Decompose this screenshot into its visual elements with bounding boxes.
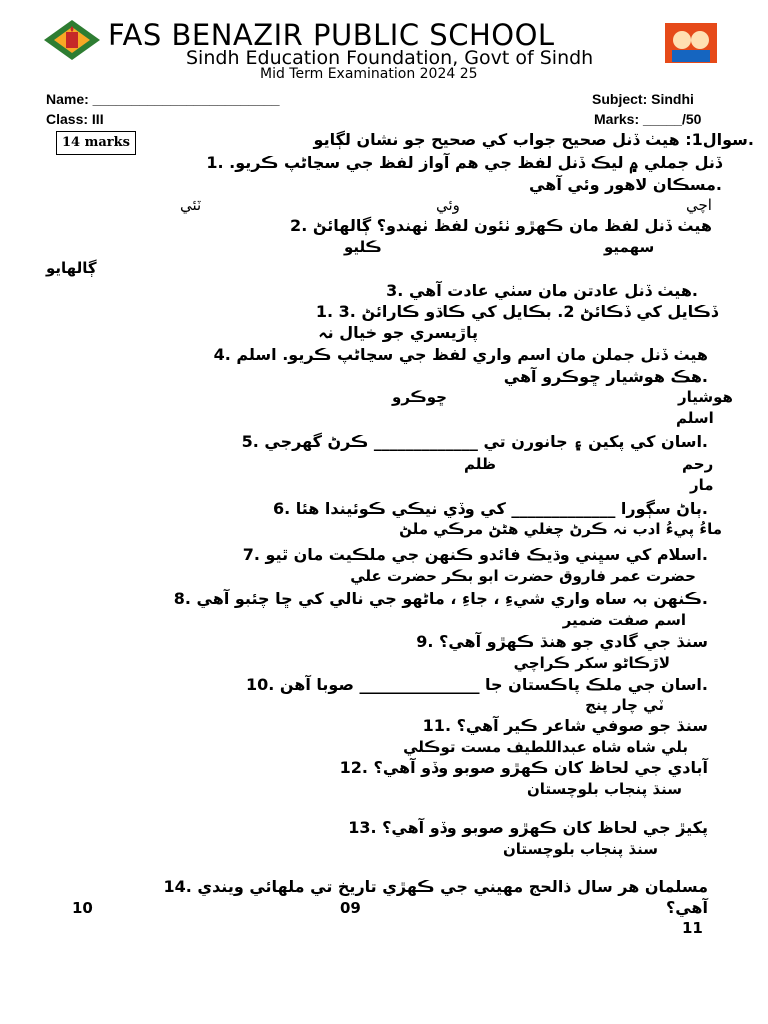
question-9: سنڌ جي گادي جو هنڌ ڪهڙو آهي؟ .9 xyxy=(416,632,708,651)
question-7: .اسلام کي سڀني وڌيڪ فائدو ڪنهن جي ملڪيت مان ٿيو .7 xyxy=(242,545,708,564)
foundation-name: Sindh Education Foundation, Govt of Sindh xyxy=(186,47,594,69)
q2-option-1: سهميو xyxy=(604,238,655,256)
question-1-sentence: .مسڪان لاهور وئي آهي xyxy=(529,175,722,194)
q8-options: اسم صفت ضمير xyxy=(562,611,686,629)
question-8: .ڪنهن بہ ساه واري شيءِ ، جاءِ ، ماڻهو جي نالي کي ڇا چئبو آهي .8 xyxy=(173,589,708,608)
q4-option-2: ڇوڪرو xyxy=(392,388,447,406)
q2-option-3: ڳالهايو xyxy=(46,259,97,277)
q14-option-3: 11 xyxy=(682,919,703,937)
q5-option-2: ظلم xyxy=(464,455,497,473)
q3-options: ڏڪايل کي ڏڪائڻ 2. بڪايل کي ڪاڌو ڪارائڻ .3 .1 xyxy=(315,302,718,321)
question-10: .اسان جي ملڪ پاڪستان جا _______________ صوبا آهن .10 xyxy=(245,675,708,694)
q7-options: حضرت عمر فاروق حضرت ابو بڪر حضرت علي xyxy=(350,567,696,585)
q10-options: ٽي چار پنج xyxy=(585,696,664,714)
q14-option-2: 09 xyxy=(340,899,361,917)
subject-label: Subject: Sindhi xyxy=(592,91,694,107)
marks-field: Marks: _____/50 xyxy=(594,111,702,127)
q2-option-2: ڪليو xyxy=(344,238,382,256)
question-4-sentence: .هڪ هوشيار ڇوڪرو آهي xyxy=(503,367,708,386)
q5-option-3: مار xyxy=(690,476,714,494)
question-13: پکيڙ جي لحاظ کان ڪهڙو صوبو وڏو آهي؟ .13 xyxy=(348,818,708,837)
q9-options: لاڙڪاڻو سکر ڪراچي xyxy=(513,654,670,672)
question-12: آبادي جي لحاظ کان ڪهڙو صوبو وڏو آهي؟ .12 xyxy=(339,758,708,777)
question-4: هيٺ ڏنل جملن مان اسم واري لفظ جي سڃاڻپ ڪريو. اسلم .4 xyxy=(213,345,708,364)
class-label: Class: III xyxy=(46,111,104,127)
question-14-end: آهي؟ xyxy=(665,898,708,917)
question-14: مسلمان هر سال ذالحج مهيني جي ڪهڙي تاريخ تي ملهائي ويندي .14 xyxy=(163,877,708,896)
q4-option-3: اسلم xyxy=(676,409,714,427)
q4-option-1: هوشيار xyxy=(678,388,733,406)
q1-option-1: اچي xyxy=(686,196,712,214)
name-field: Name: ________________________ xyxy=(46,91,280,107)
question-2: هيٺ ڏنل لفظ مان ڪهڙو ٺئون لفظ ٺهندو؟ ڳالهائڻ .2 xyxy=(290,216,712,235)
q14-option-1: 10 xyxy=(72,899,93,917)
q6-options: ماءُ پيءُ ادب نہ ڪرڻ چغلي هڻڻ مرڪي ملڻ xyxy=(399,520,722,538)
question-6: .ٻاڻ سڳورا _____________ کي وڏي نيڪي ڪوئيندا هئا .6 xyxy=(272,499,708,518)
q1-option-2: وئي xyxy=(436,196,460,214)
school-name: FAS BENAZIR PUBLIC SCHOOL xyxy=(108,18,555,52)
question-3: .هيٺ ڏنل عادتن مان سٺي عادت آهي .3 xyxy=(386,281,698,300)
foundation-logo xyxy=(664,22,718,64)
q3-option-3: پاڙيسري جو خيال نہ xyxy=(318,323,478,342)
question-1: ڏنل جملي ۾ ليڪ ڏنل لفظ جي هم آواز لفظ جي سڃاڻپ ڪريو. .1 xyxy=(206,153,722,172)
question-11: سنڌ جو صوفي شاعر ڪير آهي؟ .11 xyxy=(422,716,708,735)
q13-options: سنڌ پنجاب بلوچستان xyxy=(502,840,658,858)
q5-option-1: رحم xyxy=(682,455,714,473)
exam-title: Mid Term Examination 2024 25 xyxy=(260,66,478,82)
school-logo xyxy=(42,18,102,62)
question-title: .سوال1: هيٺ ڏنل صحيح جواب کي صحيح جو نشان لڳايو xyxy=(313,130,754,149)
q1-option-3: ٽئي xyxy=(180,196,202,214)
q12-options: سنڌ پنجاب بلوچستان xyxy=(526,780,682,798)
q11-options: بلي شاه شاه عبداللطيف مست توڪلي xyxy=(403,738,688,756)
question-5: .اسان کي پکين ۽ جانورن تي _____________ ڪرڻ گهرجي .5 xyxy=(241,432,708,451)
marks-box: 14 marks xyxy=(56,131,136,155)
